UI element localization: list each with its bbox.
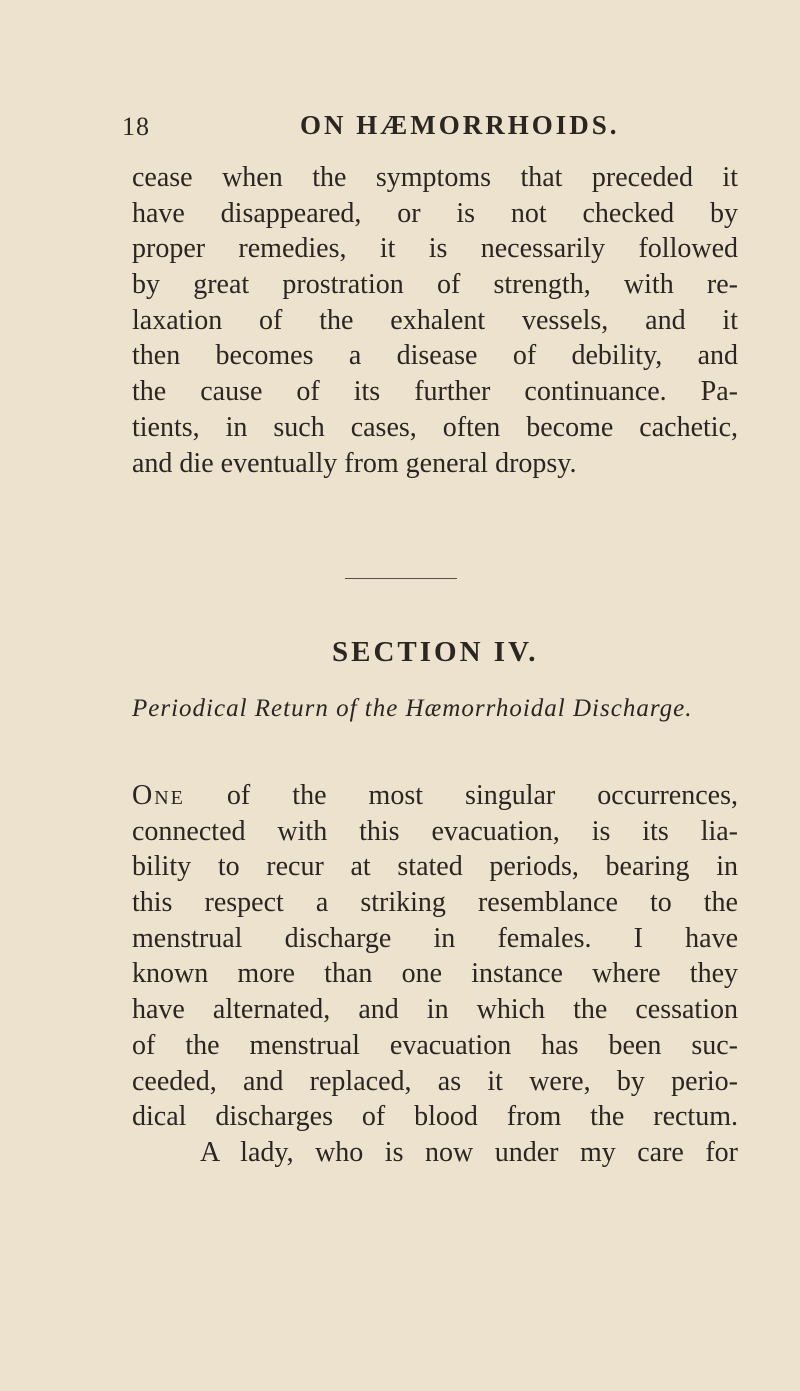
paragraph-1 — [132, 160, 738, 481]
text-line-first — [132, 778, 738, 814]
text-line: tients, in such cases, often become cachetic, — [132, 411, 738, 443]
text-line: connected with this evacuation, is its lia- — [132, 815, 738, 847]
running-head: ON HÆMORRHOIDS. — [300, 110, 620, 140]
page-header — [122, 110, 742, 150]
page-number: 18 — [122, 112, 150, 141]
text-line: proper remedies, it is necessarily followed — [132, 233, 738, 265]
section-divider-rule — [345, 578, 457, 579]
text-line: known more than one instance where they — [132, 958, 738, 990]
text-line: of the menstrual evacuation has been suc- — [132, 1029, 738, 1061]
drop-word: One — [132, 780, 185, 811]
text-line: cease when the symptoms that preceded it — [132, 162, 738, 193]
text-line: menstrual discharge in females. I have — [132, 922, 738, 954]
paragraph-2 — [132, 778, 738, 1171]
text-line: have disappeared, or is not checked by — [132, 197, 738, 229]
text-line: ceeded, and replaced, as it were, by perio- — [132, 1065, 738, 1097]
text-line: the cause of its further continuance. Pa- — [132, 376, 738, 408]
text-line-new-paragraph: A lady, who is now under my care for — [200, 1136, 738, 1168]
text-line: by great prostration of strength, with re- — [132, 269, 738, 301]
section-heading: SECTION IV. — [332, 636, 539, 668]
text-line: laxation of the exhalent vessels, and it — [132, 304, 738, 336]
text-line: and die eventually from general dropsy. — [132, 447, 577, 479]
text-line: have alternated, and in which the cessation — [132, 994, 738, 1026]
text-line: bility to recur at stated periods, bearing in — [132, 851, 738, 883]
text-line: this respect a striking resemblance to the — [132, 887, 738, 919]
text-line: dical discharges of blood from the rectum. — [132, 1101, 738, 1133]
first-line-text: of the most singular occurrences, — [184, 780, 738, 811]
text-line: then becomes a disease of debility, and — [132, 340, 738, 372]
section-subtitle: Periodical Return of the Hæmorrhoidal Discharge. — [132, 695, 693, 722]
